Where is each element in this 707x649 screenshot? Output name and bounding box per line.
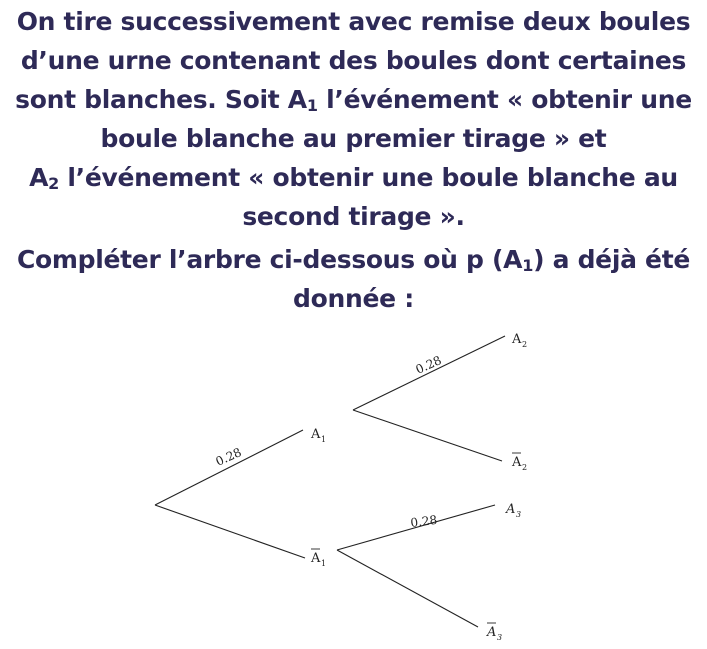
branch-A1bar-to-A3-bar: [337, 550, 478, 627]
node-A2: [511, 332, 527, 349]
statement-text: sont blanches. Soit A: [15, 85, 307, 114]
node-letter: A: [487, 625, 497, 640]
node-letter: A: [512, 332, 522, 347]
branch-root-to-A1: [155, 430, 303, 505]
question-text: ) a déjà été: [533, 245, 691, 274]
statement-text: boule blanche au premier tirage » et: [100, 124, 607, 153]
node-letter: A: [311, 551, 321, 566]
node-index: 1: [321, 435, 327, 444]
event-index: 1: [522, 256, 534, 275]
node-A1-complement: [310, 549, 326, 568]
statement-text: On tire successivement avec remise deux boules: [16, 7, 691, 36]
node-A3-complement: [486, 623, 502, 642]
statement-text: l’événement « obtenir une: [317, 85, 692, 114]
statement-text: second tirage ».: [242, 202, 465, 231]
event-index: 1: [306, 96, 318, 115]
node-index: 3: [497, 633, 503, 642]
branch-A1-to-A2: [353, 336, 505, 410]
branch-probability-label: 0.28: [213, 445, 244, 469]
node-index: 2: [522, 340, 528, 349]
event-index: 2: [48, 174, 59, 193]
branch-root-to-A1-bar: [155, 505, 305, 558]
node-index: 2: [522, 463, 528, 472]
node-letter: A: [506, 502, 516, 517]
statement-text: l’événement « obtenir une boule blanche au: [58, 163, 678, 192]
node-letter: A: [311, 427, 321, 442]
branch-A1-to-A2-bar: [353, 410, 502, 461]
node-A3: [505, 502, 521, 519]
question-text: donnée :: [293, 284, 414, 313]
node-letter: A: [512, 455, 522, 470]
branch-probability-label: 0.28: [413, 353, 444, 377]
node-index: 1: [321, 559, 327, 568]
tree-branches: [155, 336, 505, 627]
question-text: Compléter l’arbre ci-dessous où p (A: [16, 245, 523, 274]
branch-probability-label: 0.28: [409, 512, 438, 530]
node-A2-complement: [511, 453, 527, 472]
node-index: 3: [516, 510, 522, 519]
node-A1: [310, 427, 326, 444]
statement-text: A: [29, 163, 49, 192]
statement-text: d’une urne contenant des boules dont certaines: [20, 46, 687, 75]
